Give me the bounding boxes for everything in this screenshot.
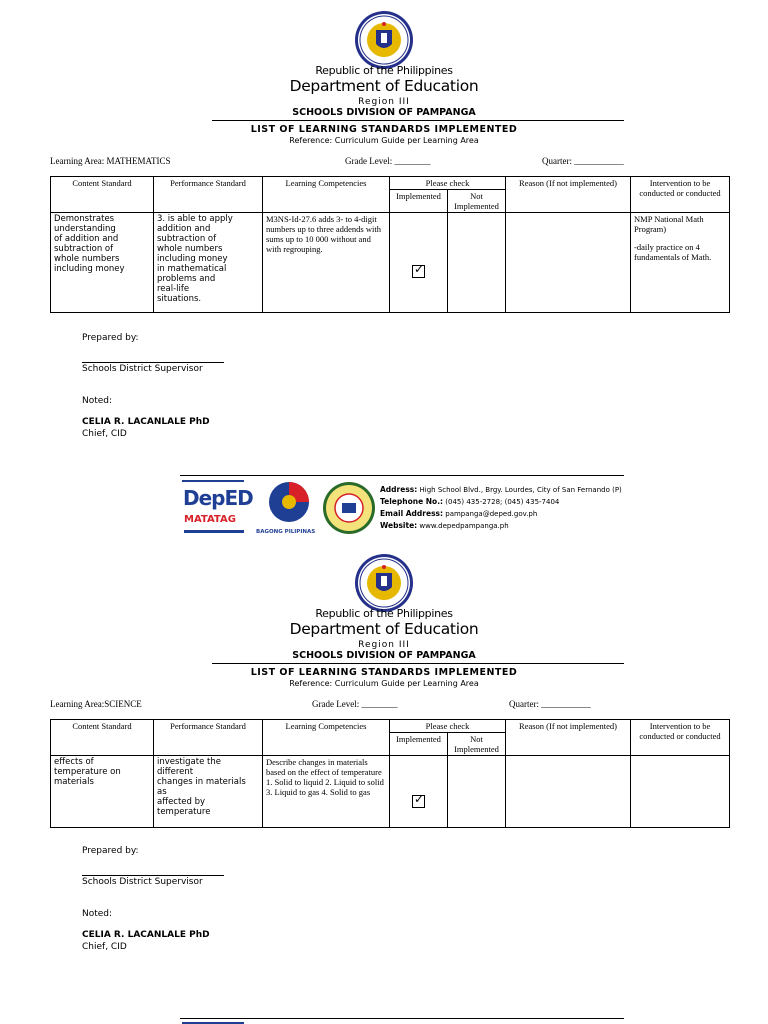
- header-performance-standard: Performance Standard: [154, 177, 263, 213]
- reference-text: Reference: Curriculum Guide per Learning Area: [289, 679, 479, 688]
- intervention-cell: NMP National Math Program) -daily practice on 4 fundamentals of Math.: [631, 213, 730, 313]
- learning-competencies-cell: M3NS-Id-27.6 adds 3- to 4-digit numbers up to three addends with sums up to 10 000 without and with regrouping.: [263, 213, 390, 313]
- standards-table: [50, 719, 730, 828]
- quarter-label: Quarter: ___________: [542, 156, 624, 166]
- checkbox-checked-icon[interactable]: ✓: [414, 792, 425, 806]
- checkbox-checked-icon[interactable]: ✓: [414, 262, 425, 276]
- list-title: LIST OF LEARNING STANDARDS IMPLEMENTED: [250, 124, 518, 135]
- republic-heading: Republic of the Philippines: [315, 607, 453, 620]
- table-row: [51, 213, 730, 313]
- table-header-row: [51, 720, 730, 733]
- footer-divider: [180, 475, 624, 476]
- header-intervention: Intervention to be conducted or conducted: [631, 720, 730, 756]
- grade-level-label: Grade Level: ________: [345, 156, 431, 166]
- header-divider: [212, 663, 624, 664]
- chief-name: CELIA R. LACANLALE PhD: [82, 930, 210, 940]
- division-heading: SCHOOLS DIVISION OF PAMPANGA: [292, 650, 476, 661]
- quarter-label: Quarter: ___________: [509, 699, 591, 709]
- deped-logo-bar-icon: [182, 480, 244, 482]
- region-heading: Region III: [358, 97, 410, 107]
- intervention-cell: [631, 756, 730, 828]
- header-not-implemented: Not Implemented: [448, 190, 506, 213]
- deped-logo-text: DepED: [183, 486, 253, 510]
- table-header-row: [51, 177, 730, 190]
- performance-standard-cell: investigate the different changes in materials as affected by temperature: [154, 756, 263, 828]
- grade-level-label: Grade Level: ________: [312, 699, 398, 709]
- header-learning-competencies: Learning Competencies: [263, 720, 390, 756]
- header-implemented: Implemented: [390, 190, 448, 213]
- performance-standard-cell: 3. is able to apply addition and subtraction of whole numbers including money in mathematical problems and real-life situations.: [154, 213, 263, 313]
- header-reason: Reason (If not implemented): [506, 177, 631, 213]
- content-standard-cell: Demonstrates understanding of addition and subtraction of whole numbers including money: [51, 213, 154, 313]
- header-content-standard: Content Standard: [51, 177, 154, 213]
- matatag-text: MATATAG: [184, 514, 236, 525]
- contact-info: Address: High School Blvd., Brgy. Lourdes, City of San Fernando (P) Telephone No.: (045) 435-2728; (045) 435-7404 Email Address: pampanga@deped.gov.ph Website: www.depedpampanga.ph: [380, 485, 622, 530]
- implemented-cell: [390, 756, 448, 828]
- division-seal-icon: [322, 481, 376, 535]
- bagong-pilipinas-logo-icon: [260, 480, 318, 530]
- region-heading: Region III: [358, 640, 410, 650]
- department-heading: Department of Education: [289, 620, 479, 638]
- chief-title: Chief, CID: [82, 942, 127, 952]
- chief-name: CELIA R. LACANLALE PhD: [82, 417, 210, 427]
- supervisor-title: Schools District Supervisor: [82, 877, 203, 887]
- content-standard-cell: effects of temperature on materials: [51, 756, 154, 828]
- signature-line: [82, 362, 224, 363]
- header-performance-standard: Performance Standard: [154, 720, 263, 756]
- header-not-implemented: Not Implemented: [448, 733, 506, 756]
- prepared-by-label: Prepared by:: [82, 333, 139, 343]
- reason-cell: [506, 213, 631, 313]
- header-please-check: Please check: [390, 720, 506, 733]
- standards-table: [50, 176, 730, 313]
- learning-area-label: Learning Area:SCIENCE: [50, 699, 142, 709]
- header-implemented: Implemented: [390, 733, 448, 756]
- prepared-by-label: Prepared by:: [82, 846, 139, 856]
- republic-heading: Republic of the Philippines: [315, 64, 453, 77]
- implemented-cell: [390, 213, 448, 313]
- matatag-underline-icon: [184, 530, 244, 533]
- header-intervention: Intervention to be conducted or conducted: [631, 177, 730, 213]
- reference-text: Reference: Curriculum Guide per Learning Area: [289, 136, 479, 145]
- table-row: [51, 756, 730, 828]
- signature-line: [82, 875, 224, 876]
- noted-label: Noted:: [82, 909, 113, 919]
- deped-matatag-logo: [182, 480, 253, 540]
- not-implemented-cell: [448, 213, 506, 313]
- supervisor-title: Schools District Supervisor: [82, 364, 203, 374]
- list-title: LIST OF LEARNING STANDARDS IMPLEMENTED: [250, 667, 518, 678]
- deped-seal-icon: [354, 10, 414, 70]
- header-learning-competencies: Learning Competencies: [263, 177, 390, 213]
- bagong-pilipinas-text: BAGONG PILIPINAS: [256, 529, 316, 535]
- reason-cell: [506, 756, 631, 828]
- noted-label: Noted:: [82, 396, 113, 406]
- header-content-standard: Content Standard: [51, 720, 154, 756]
- header-divider: [212, 120, 624, 121]
- deped-seal-icon: [354, 553, 414, 613]
- learning-competencies-cell: Describe changes in materials based on the effect of temperature 1. Solid to liquid 2. Liquid to solid 3. Liquid to gas 4. Solid to gas: [263, 756, 390, 828]
- header-please-check: Please check: [390, 177, 506, 190]
- chief-title: Chief, CID: [82, 429, 127, 439]
- footer-divider: [180, 1018, 624, 1019]
- division-heading: SCHOOLS DIVISION OF PAMPANGA: [292, 107, 476, 118]
- not-implemented-cell: [448, 756, 506, 828]
- learning-area-label: Learning Area: MATHEMATICS: [50, 156, 171, 166]
- header-reason: Reason (If not implemented): [506, 720, 631, 756]
- department-heading: Department of Education: [289, 77, 479, 95]
